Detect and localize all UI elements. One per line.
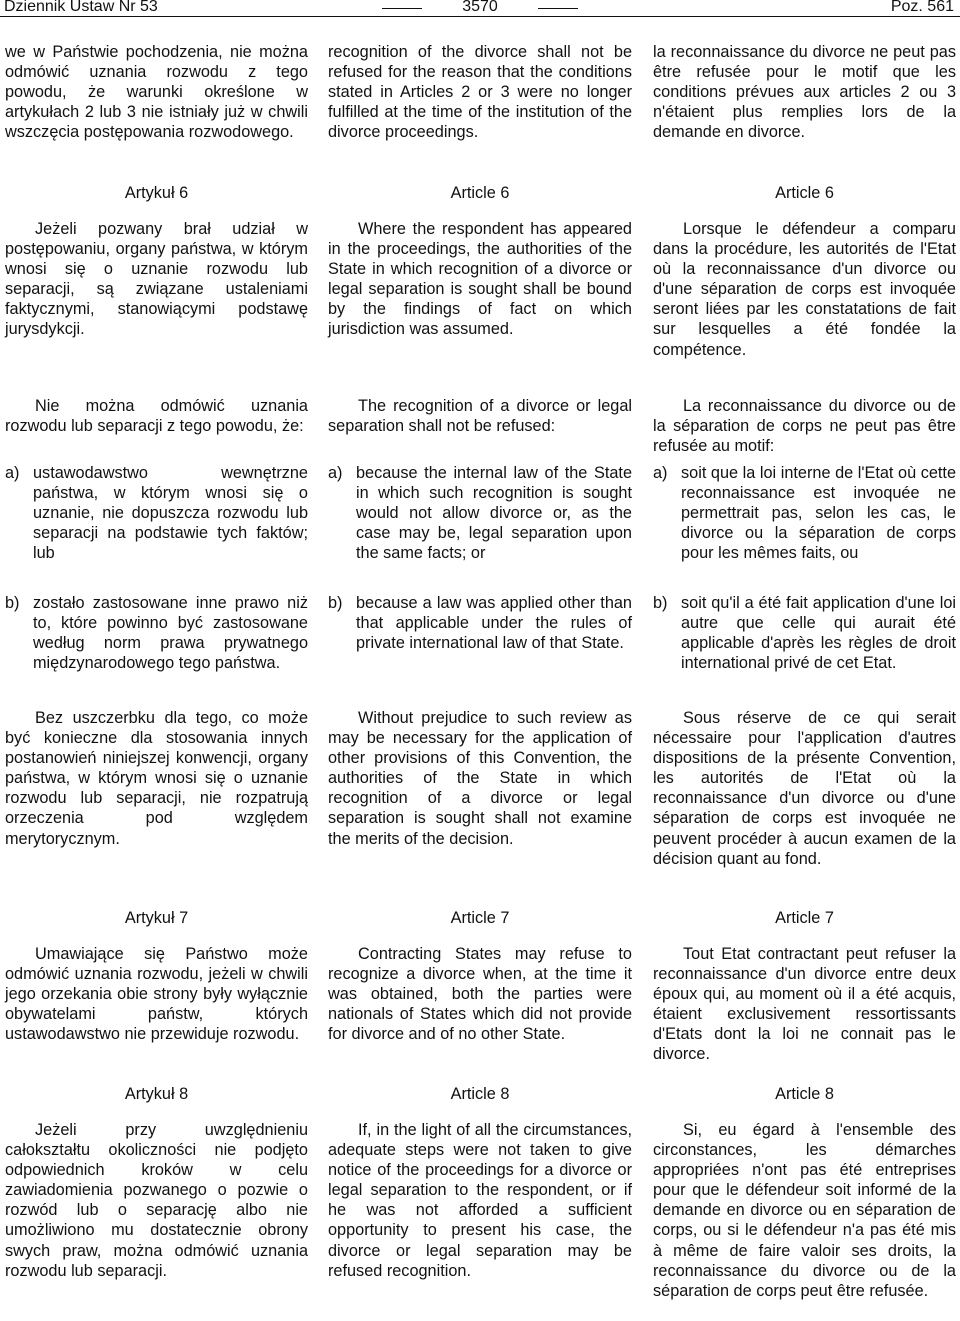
article-7-paragraph: Tout Etat contractant peut refuser la reconnaissance d'un divorce entre deux époux qui, au moment où il a été acquis, étaient exclusivement ressortissants d'Etats dont la loi ne connait pas le divorce.	[653, 945, 956, 1064]
item-b-text: soit qu'il a été fait application d'une loi autre que celle qui aurait été applicable d'après les règles de droit international privé de cet Etat.	[681, 594, 956, 673]
article-6-heading: Article 6	[775, 184, 834, 202]
article-6-paragraph-1: Jeżeli pozwany brał udział w postępowaniu, organy państwa, w którym wnosi się o uznanie rozwodu lub separacji, są związane ustaleniami faktycznymi, stanowiącymi podstawę jurysdykcji.	[5, 220, 308, 339]
article-6-item-b	[328, 593, 632, 653]
article-8-heading: Article 8	[775, 1085, 834, 1103]
item-b-text: because a law was applied other than that applicable under the rules of private international law of that State.	[356, 594, 632, 653]
item-a-text: because the internal law of the State in which such recognition is sought would not allow divorce or, as the case may be, legal separation upon the same facts; or	[356, 464, 632, 563]
article-6-paragraph-2: Nie można odmówić uznania rozwodu lub separacji z tego powodu, że:	[5, 397, 308, 436]
item-b-label: b)	[5, 594, 20, 612]
page-number: 3570	[430, 0, 530, 16]
journal-title: Dziennik Ustaw Nr 53	[4, 0, 158, 15]
article-8-paragraph: Jeżeli przy uwzględnieniu całokształtu okoliczności nie podjęto odpowiednich kroków w celu zawiadomienia pozwanego o pozwie o rozwód lub o separację albo nie umożliwiono mu dostatecznie obrony swych praw, można odmówić uznania rozwodu lub separacji.	[5, 1121, 308, 1280]
intro-paragraph: recognition of the divorce shall not be refused for the reason that the conditions stated in Articles 2 or 3 were no longer fulfilled at the time of the institution of the divorce proceedings.	[328, 43, 632, 142]
item-a-text: soit que la loi interne de l'Etat où cette reconnaissance est invoquée ne permettrait pas, selon les cas, le divorce ou la séparation de corps pour les mêmes faits, ou	[681, 464, 956, 563]
article-7-paragraph: Contracting States may refuse to recognize a divorce when, at the time it was obtained, both the parties were nationals of States which did not provide for divorce and of no other State.	[328, 945, 632, 1044]
article-6-item-a	[653, 463, 956, 563]
article-6-item-b	[653, 593, 956, 673]
article-6-paragraph-1: Lorsque le défendeur a comparu dans la procédure, les autorités de l'Etat où la reconnaissance d'un divorce ou d'une séparation de corps est invoquée seront liées par les constatations de fait sur lesquelles a été fondée la compétence.	[653, 220, 956, 359]
article-7-heading: Article 7	[775, 909, 834, 927]
header-rule	[0, 16, 960, 17]
article-6-paragraph-3: Bez uszczerbku dla tego, co może być konieczne dla stosowania innych postanowień niniejszej konwencji, organy państwa, w którym wnosi się o uznanie rozwodu lub separacji, nie rozpatrują orzeczenia pod względem merytorycznym.	[5, 709, 308, 848]
article-6-item-a	[328, 463, 632, 563]
article-6-paragraph-1: Where the respondent has appeared in the proceedings, the authorities of the State in which recognition of a divorce or legal separation is sought shall be bound by the findings of fact on which jurisdiction was assumed.	[328, 220, 632, 339]
item-a-text: ustawodawstwo wewnętrzne państwa, w którym wnosi się o uznanie, nie dopuszcza rozwodu lub separacji na podstawie tych faktów; lub	[33, 464, 308, 563]
article-6-paragraph-2: The recognition of a divorce or legal separation shall not be refused:	[328, 397, 632, 436]
article-7-heading: Article 7	[450, 909, 510, 927]
article-7-heading: Artykuł 7	[124, 909, 189, 927]
item-a-label: a)	[653, 464, 668, 482]
intro-paragraph: we w Państwie pochodzenia, nie można odmówić uznania rozwodu z tego powodu, że warunki określone w artykułach 2 lub 3 nie istniały już w chwili wszczęcia postępowania rozwodowego.	[5, 43, 308, 142]
article-6-heading: Artykuł 6	[124, 184, 189, 202]
item-b-label: b)	[328, 594, 343, 612]
article-6-paragraph-3: Without prejudice to such review as may be necessary for the application of other provisions of this Convention, the authorities of the State in which recognition of a divorce or legal separation is sought shall not examine the merits of the decision.	[328, 709, 632, 848]
article-6-item-a	[5, 463, 308, 563]
position-number: Poz. 561	[890, 0, 954, 15]
article-8-heading: Artykuł 8	[124, 1085, 189, 1103]
intro-paragraph: la reconnaissance du divorce ne peut pas être refusée pour le motif que les conditions prévues aux articles 2 ou 3 n'étaient plus remplies lors de la demande en divorce.	[653, 43, 956, 142]
article-6-item-b	[5, 593, 308, 673]
item-b-label: b)	[653, 594, 668, 612]
item-a-label: a)	[5, 464, 20, 482]
article-8-heading: Article 8	[450, 1085, 510, 1103]
article-6-paragraph-2: La reconnaissance du divorce ou de la séparation de corps ne peut pas être refusée au motif:	[653, 397, 956, 456]
item-a-label: a)	[328, 464, 343, 482]
article-6-heading: Article 6	[450, 184, 510, 202]
item-b-text: zostało zastosowane inne prawo niż to, które powinno być zastosowane według norm prawa prywatnego międzynarodowego tego państwa.	[33, 594, 308, 673]
article-8-paragraph: If, in the light of all the circumstances, adequate steps were not taken to give notice of the proceedings for a divorce or legal separation to the respondent, or if he was not afforded a sufficient opportunity to present his case, the divorce or legal separation may be refused recognition.	[328, 1121, 632, 1280]
article-6-paragraph-3: Sous réserve de ce qui serait nécessaire pour l'application d'autres dispositions de la présente Convention, les autorités de l'Etat où la reconnaissance d'un divorce ou d'une séparation de corps est invoquée ne peuvent procéder à aucun examen de la décision quant au fond.	[653, 709, 956, 868]
article-7-paragraph: Umawiające się Państwo może odmówić uznania rozwodu, jeżeli w chwili jego orzekania obie strony były wyłącznie obywatelami państw, których ustawodawstwo nie przewiduje rozwodu.	[5, 945, 308, 1044]
article-8-paragraph: Si, eu égard à l'ensemble des circonstances, les démarches appropriées n'ont pas été entreprises pour que le défendeur soit informé de la demande en divorce ou en séparation de corps, ou si le défendeur n'a pas été mis à même de faire valoir ses droits, la reconnaissance du divorce ou de la séparation de corps peut être refusée.	[653, 1121, 956, 1300]
